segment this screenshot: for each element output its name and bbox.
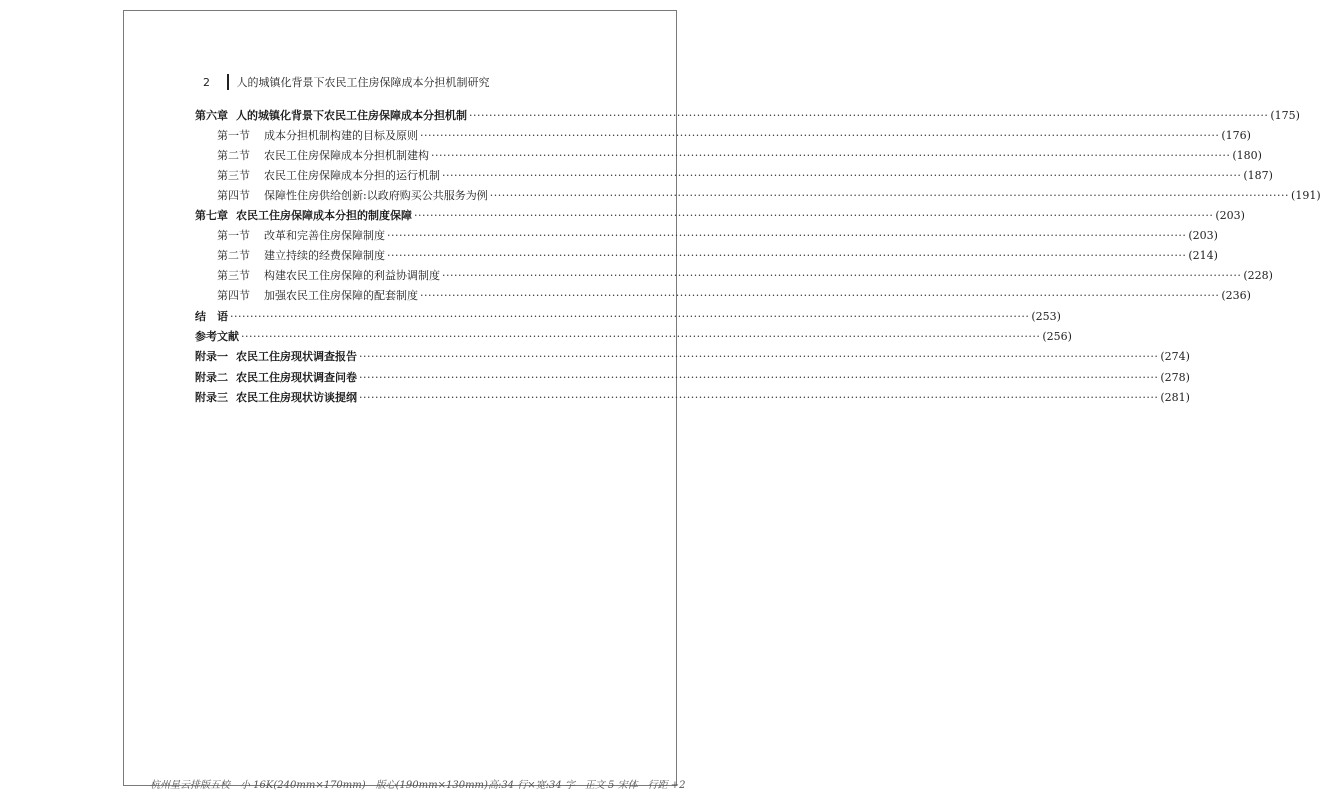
toc-title: 参考文献 [195,330,239,343]
toc-entry [195,205,1245,225]
toc-title: 农民工住房现状访谈提纲 [236,391,357,404]
toc-entry [195,165,1273,185]
toc-label: 第七章 [195,209,228,222]
toc-leader: ········································································································································································································ [359,370,1159,384]
toc-title: 农民工住房保障成本分担的运行机制 [264,169,440,182]
toc-entry [195,326,1072,346]
toc-page: (214) [1188,248,1218,262]
toc-leader: ········································································································································································································ [431,148,1231,162]
toc-label: 附录二 [195,371,228,384]
toc-entry [195,105,1300,125]
toc-label: 第二节 [217,149,250,162]
toc-title: 农民工住房保障成本分担机制建构 [264,149,429,162]
toc-entry [195,145,1262,165]
toc-title: 加强农民工住房保障的配套制度 [264,289,418,302]
toc-label: 第四节 [217,189,250,202]
toc-leader: ········································································································································································································ [442,168,1242,182]
toc-leader: ········································································································································································································ [387,248,1187,262]
toc-leader: ········································································································································································································ [420,288,1220,302]
toc-title: 农民工住房现状调查问卷 [236,371,357,384]
toc-page: (176) [1221,128,1251,142]
toc-title: 建立持续的经费保障制度 [264,249,385,262]
toc-page: (274) [1160,349,1190,363]
toc-page: (203) [1188,228,1218,242]
toc-page: (256) [1042,329,1072,343]
toc-leader: ········································································································································································································ [359,390,1159,404]
toc-label: 第二节 [217,249,250,262]
toc-label: 第四节 [217,289,250,302]
toc-entry [195,346,1190,366]
toc-label: 附录三 [195,391,228,404]
toc-leader: ········································································································································································································ [420,128,1220,142]
toc-title: 结 语 [195,310,228,323]
toc-title: 人的城镇化背景下农民工住房保障成本分担机制 [236,109,467,122]
running-header [203,73,490,91]
toc-label: 附录一 [195,350,228,363]
toc-leader: ········································································································································································································ [359,349,1159,363]
typesetting-footer: 杭州星云排版五校 小 16K(240mm×170mm) 版心(190mm×130mm)高:34 行×宽:34 字 正文 5 宋体 行距 +2 [150,780,686,791]
book-title: 人的城镇化背景下农民工住房保障成本分担机制研究 [236,76,490,89]
toc-page: (281) [1160,390,1190,404]
toc-page: (180) [1232,148,1262,162]
toc-page: (253) [1031,309,1061,323]
toc-label: 第三节 [217,269,250,282]
toc-label: 第六章 [195,109,228,122]
toc-label: 第三节 [217,169,250,182]
toc-leader: ········································································································································································································ [469,108,1269,122]
toc-page: (236) [1221,288,1251,302]
toc-label: 第一节 [217,229,250,242]
toc-entry [195,367,1190,387]
toc-entry [195,225,1218,245]
toc-entry [195,245,1218,265]
toc-title: 农民工住房现状调查报告 [236,350,357,363]
toc-entry [195,387,1190,407]
toc-title: 构建农民工住房保障的利益协调制度 [264,269,440,282]
toc-leader: ········································································································································································································ [230,309,1030,323]
toc-leader: ········································································································································································································ [442,268,1242,282]
toc-entry [195,185,1321,205]
toc-leader: ········································································································································································································ [489,188,1290,202]
toc-leader: ········································································································································································································ [241,329,1041,343]
toc-entry [195,125,1251,145]
toc-page: (187) [1243,168,1273,182]
toc-title: 保障性住房供给创新:以政府购买公共服务为例 [264,189,488,202]
toc-title: 农民工住房保障成本分担的制度保障 [236,209,412,222]
toc-page: (175) [1270,108,1300,122]
toc-entry [195,265,1273,285]
toc-entry [195,306,1061,326]
toc-page: (228) [1243,268,1273,282]
toc-page: (278) [1160,370,1190,384]
toc-title: 改革和完善住房保障制度 [264,229,385,242]
header-divider [227,74,229,90]
toc-label: 第一节 [217,129,250,142]
toc-entry [195,285,1251,305]
toc-leader: ········································································································································································································ [414,208,1214,222]
toc-page: (203) [1215,208,1245,222]
toc-page: (191) [1291,188,1321,202]
page-number: 2 [203,75,210,89]
toc-leader: ········································································································································································································ [387,228,1187,242]
toc-title: 成本分担机制构建的目标及原则 [264,129,418,142]
